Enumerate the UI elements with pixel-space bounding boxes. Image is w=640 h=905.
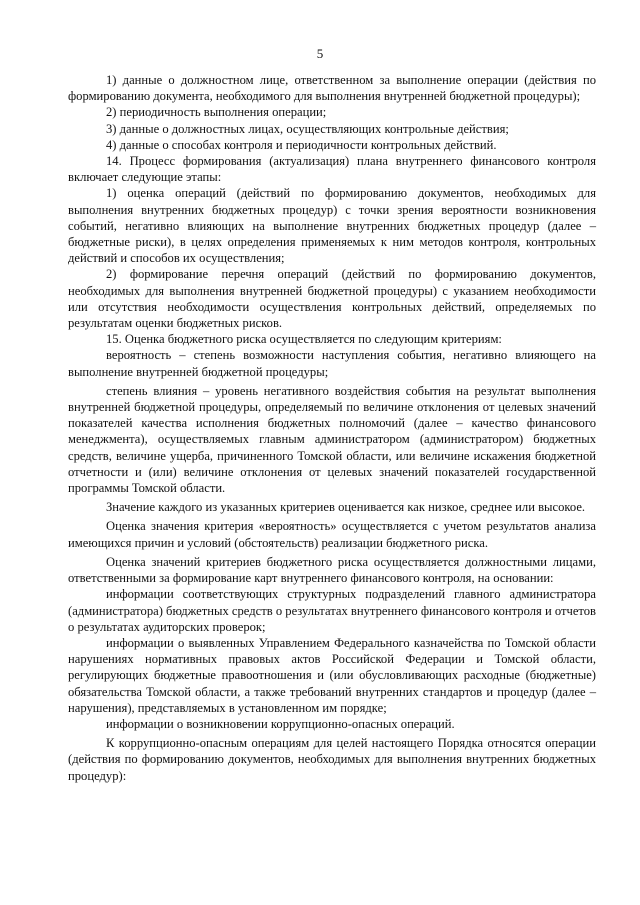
paragraph-criteria-levels: Значение каждого из указанных критериев оценивается как низкое, среднее или высокое. xyxy=(106,500,586,515)
paragraph-item-4-methods: 4) данные о способах контроля и периодичности контрольных действий. xyxy=(106,137,497,152)
paragraph-item-3-controllers: 3) данные о должностных лицах, осуществляющих контрольные действия; xyxy=(106,121,509,136)
paragraph-stage-1: 1) оценка операций (действий по формированию документов, необходимых для выполнения внутренних бюджетных процедур) с точки зрения вероятности возникновения событий, негативно влияющих на выполнение внутренних бюджетных процедур (далее – бюджетные риски), в целях определения применяемых к ним методов контроля, контрольных действий и способов их осуществления; xyxy=(68,186,596,266)
page-number: 5 xyxy=(316,46,324,61)
paragraph-basis-structural-units: информации соответствующих структурных подразделений главного администратора (администратора) бюджетных средств о результатах внутреннего финансового контроля и отчетов о результатах аудиторских проверок; xyxy=(68,587,596,634)
paragraph-section-14: 14. Процесс формирования (актуализация) плана внутреннего финансового контроля включает следующие этапы: xyxy=(68,154,596,185)
paragraph-probability-assessment: Оценка значения критерия «вероятность» осуществляется с учетом результатов анализа имеющихся причин и условий (обстоятельств) реализации бюджетного риска. xyxy=(68,519,596,550)
paragraph-assessment-basis: Оценка значений критериев бюджетного риска осуществляется должностными лицами, ответственными за формирование карт внутреннего финансового контроля, на основании: xyxy=(68,554,596,586)
paragraph-item-1-official: 1) данные о должностном лице, ответственном за выполнение операции (действия по формированию документа, необходимого для выполнения внутренней бюджетной процедуры); xyxy=(68,73,596,104)
paragraph-stage-2: 2) формирование перечня операций (действий по формированию документов, необходимых для выполнения внутренней бюджетной процедуры) с указанием необходимости или отсутствия необходимости осуществления контрольных действий, определяемых по результатам оценки бюджетных рисков. xyxy=(68,267,596,331)
paragraph-section-15: 15. Оценка бюджетного риска осуществляется по следующим критериям: xyxy=(106,332,502,347)
paragraph-criterion-probability: вероятность – степень возможности наступления события, негативно влияющего на выполнение внутренней бюджетной процедуры; xyxy=(68,348,596,379)
paragraph-item-2-periodicity: 2) периодичность выполнения операции; xyxy=(106,105,327,120)
paragraph-corruption-operations: К коррупционно-опасным операциям для целей настоящего Порядка относятся операции (действия по формированию документов, необходимых для выполнения внутренних бюджетных процедур): xyxy=(68,736,596,783)
paragraph-basis-treasury-violations: информации о выявленных Управлением Федерального казначейства по Томской области нарушениях нормативных правовых актов Российской Федерации и Томской области, регулирующих бюджетные правоотношения и (или обусловливающих расходные (бюджетные) обязательства Томской области, а также требований внутренних стандартов и процедур (далее – нарушения), представляемых в установленном им порядке; xyxy=(68,635,596,715)
document-body xyxy=(68,72,596,784)
paragraph-criterion-impact: степень влияния – уровень негативного воздействия события на результат выполнения внутренней бюджетной процедуры, определяемый по величине отклонения от целевых значений показателей качества исполнения бюджетных полномочий (далее – качество финансового менеджмента), осуществляемых главным администратором (администратором) бюджетных средств, величине ущерба, причиненного Томской области, или величине искажения бюджетной отчетности и (или) величине отклонения от целевых значений показателей государственной программы Томской области. xyxy=(68,383,596,496)
paragraph-basis-corruption: информации о возникновении коррупционно-опасных операций. xyxy=(106,716,455,731)
